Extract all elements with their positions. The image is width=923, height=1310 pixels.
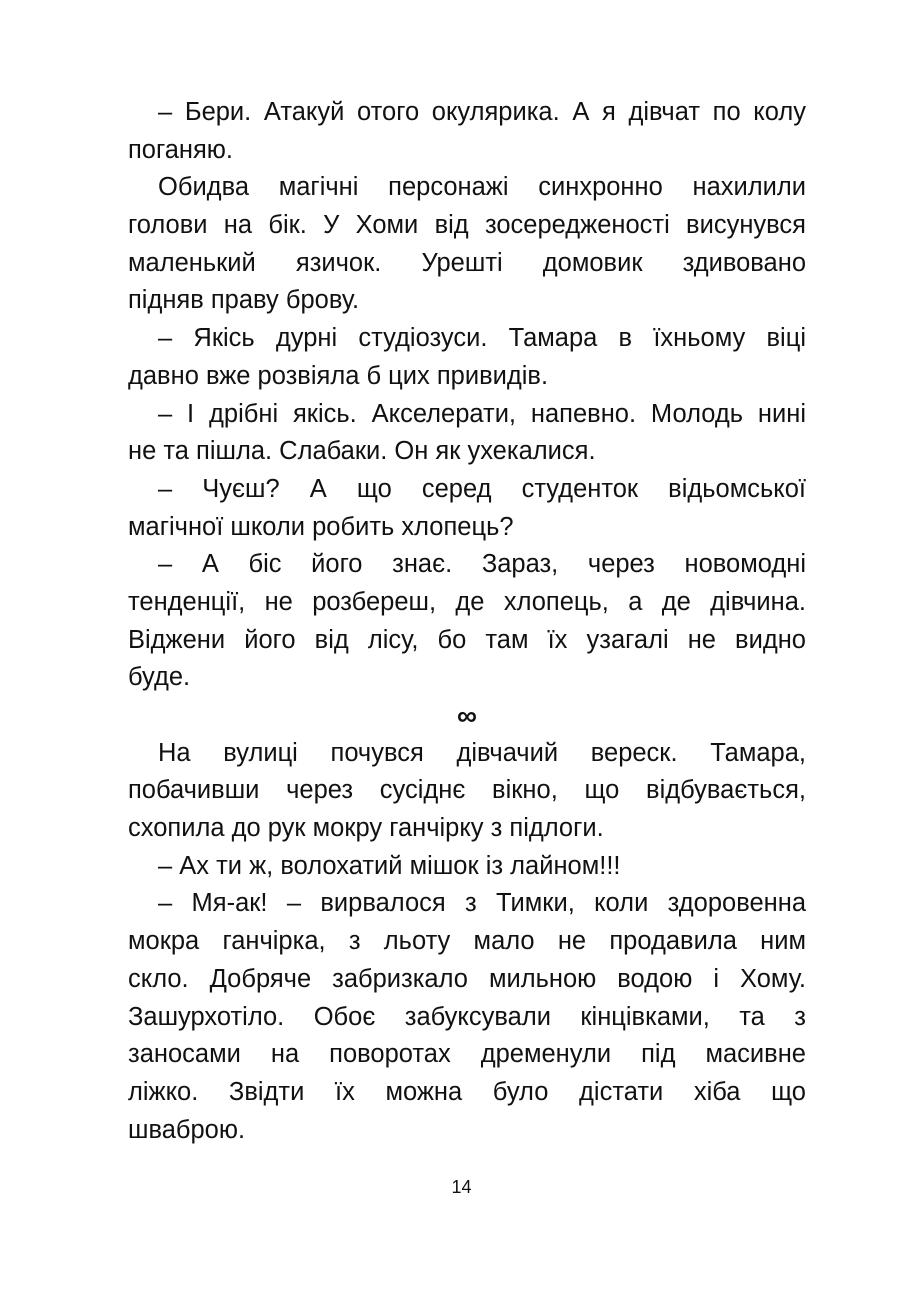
text-line: скло. Добряче забризкало мильною водою і Хому. <box>128 964 806 993</box>
section-separator: ∞ <box>457 700 477 731</box>
text-line: – Якісь дурні студіозуси. Тамара в їхньому віці <box>158 324 806 353</box>
paragraph <box>128 396 806 471</box>
text-line: магічної школи робить хлопець? <box>128 512 514 541</box>
page-number: 14 <box>451 1177 472 1197</box>
text-line: маленький язичок. Урешті домовик здивовано <box>128 248 806 277</box>
text-line: Віджени його від лісу, бо там їх узагалі не видно <box>128 625 806 654</box>
text-line: не та пішла. Слабаки. Он як ухекалися. <box>128 437 596 466</box>
text-line: Зашурхотіло. Обоє забуксували кінцівками, та з <box>128 1002 806 1031</box>
paragraph <box>128 848 806 886</box>
text-line: мокра ганчірка, з льоту мало не продавила ним <box>128 927 806 956</box>
page-body <box>128 94 806 1149</box>
paragraph <box>128 471 806 546</box>
text-line: – А біс його знає. Зараз, через новомодні <box>158 550 806 579</box>
paragraph <box>128 94 806 169</box>
text-line: На вулиці почувся дівчачий вереск. Тамара, <box>158 738 806 767</box>
text-line: – Мя-ак! – вирвалося з Тимки, коли здоровенна <box>158 889 806 918</box>
text-line: – Бери. Атакуй отого окулярика. А я дівчат по колу <box>158 98 806 126</box>
text-line: підняв праву брову. <box>128 286 360 315</box>
text-line: побачивши через сусіднє вікно, що відбувається, <box>128 776 806 805</box>
paragraph <box>128 546 806 697</box>
paragraph <box>128 885 806 1149</box>
paragraph <box>128 320 806 395</box>
text-line: схопила до рук мокру ганчірку з підлоги. <box>128 814 604 843</box>
text-line: тенденції, не розбереш, де хлопець, а де дівчина. <box>128 587 806 616</box>
text-line: – Чуєш? А що серед студенток відьомської <box>158 474 806 503</box>
text-line: шваброю. <box>128 1115 246 1144</box>
text-line: – І дрібні якісь. Акселерати, напевно. Молодь нині <box>158 399 806 428</box>
text-line: Обидва магічні персонажі синхронно нахилили <box>158 173 806 202</box>
text-line: буде. <box>128 663 191 692</box>
paragraph <box>128 735 806 848</box>
text-line: заносами на поворотах дременули під масивне <box>128 1040 806 1069</box>
text-line: ліжко. Звідти їх можна було дістати хіба що <box>128 1077 806 1106</box>
text-line: голови на бік. У Хоми від зосередженості висунувся <box>128 211 806 240</box>
text-line: давно вже розвіяла б цих привидів. <box>128 361 549 390</box>
text-line: поганяю. <box>128 135 234 164</box>
text-line: – Ах ти ж, волохатий мішок із лайном!!! <box>158 851 621 880</box>
paragraph <box>128 169 806 320</box>
